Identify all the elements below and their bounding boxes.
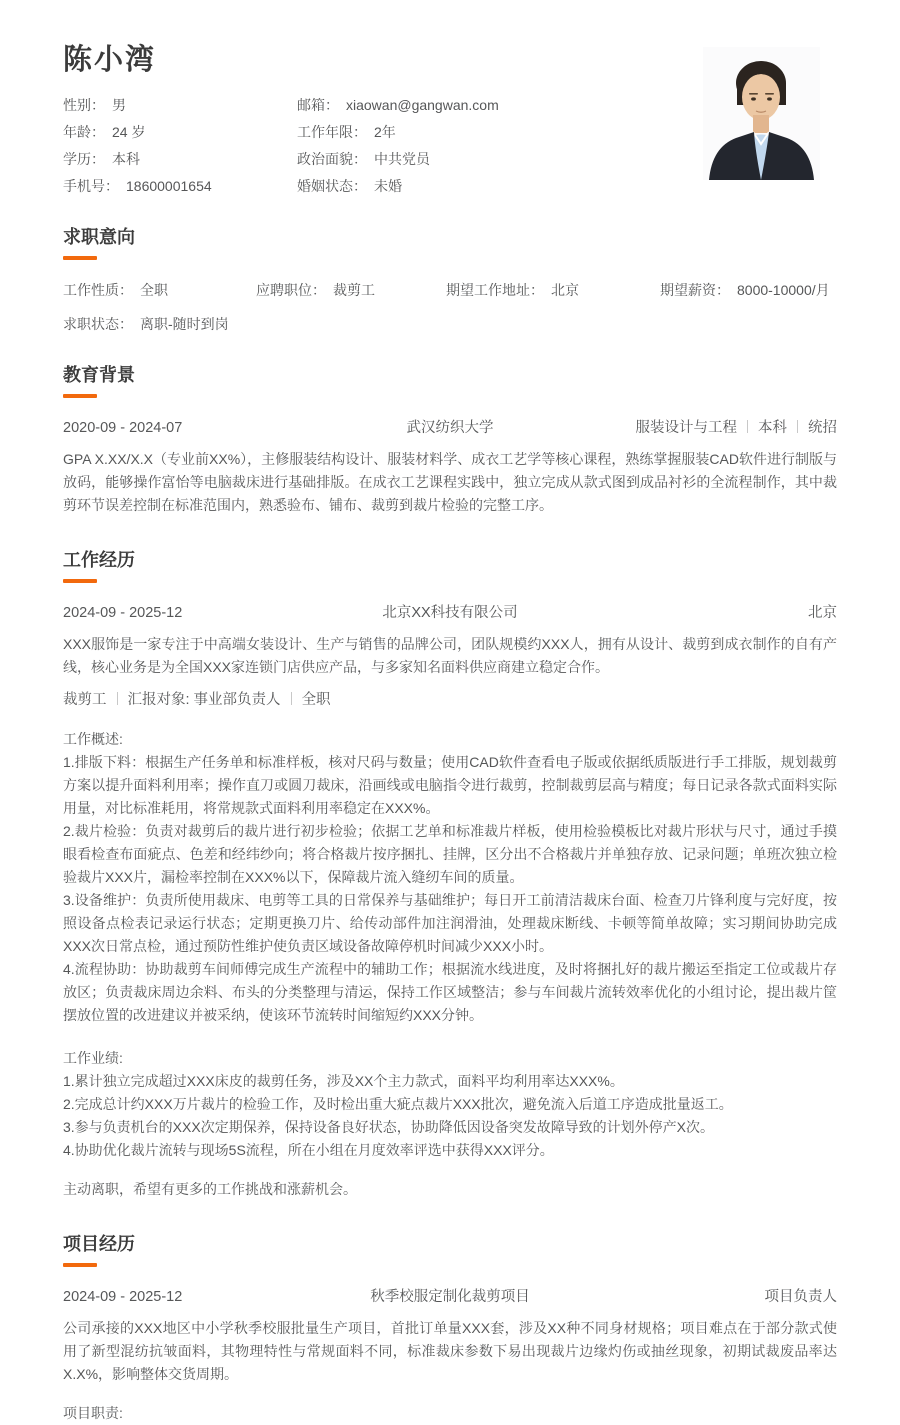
- section-education: [63, 365, 837, 517]
- work-achievement-item: 3.参与负责机台的XXX次定期保养，保持设备良好状态，协助降低因设备突发故障导致的计划外停产X次。: [63, 1119, 715, 1135]
- company-intro: XXX服饰是一家专注于中高端女装设计、生产与销售的品牌公司，团队规模约XXX人，拥有从设计、裁剪到成衣制作的自有产线，核心业务是为全国XXX家连锁门店供应产品，与多家知名面料供应商建立稳定合作。: [63, 636, 837, 675]
- field-job-status: 求职状态： 离职-随时到岗: [63, 316, 229, 332]
- work-overview-item: 1.排版下料：根据生产任务单和标准样板，核对尺码与数量；使用CAD软件查看电子版或依据纸质版进行手工排版，规划裁剪方案以提升面料利用率；操作直刀或圆刀裁床，沿画线或电脑指令进行裁剪，控制裁剪层高与精度；每日记录各款式面料实际用量，对比标准耗用，将常规款式面料利用率稳定在XXX%。: [63, 754, 837, 816]
- separator: [117, 692, 118, 705]
- project-duty-label: 项目职责:: [63, 1405, 123, 1421]
- work-role-row: [63, 692, 837, 708]
- info-marital-status: 婚姻状态： 未婚: [297, 178, 402, 194]
- education-period: 2020-09 - 2024-07: [63, 420, 183, 436]
- field-expected-salary: 期望薪资： 8000-10000/月: [660, 282, 830, 298]
- separator: [747, 420, 748, 433]
- section-accent-bar: [63, 256, 97, 260]
- section-accent-bar: [63, 1263, 97, 1267]
- info-political-status: 政治面貌： 中共党员: [297, 151, 430, 167]
- section-title: 项目经历: [63, 1234, 135, 1254]
- job-intent-row2: [63, 317, 837, 332]
- project-role: 项目负责人: [764, 1289, 837, 1305]
- field-target-location: 期望工作地址： 北京: [446, 282, 579, 298]
- info-degree: 学历： 本科: [63, 151, 140, 167]
- work-achievements-block: [63, 1047, 837, 1162]
- leave-reason: 主动离职，希望有更多的工作挑战和涨薪机会。: [63, 1181, 357, 1197]
- id-photo: [703, 47, 820, 180]
- work-report-to: 汇报对象: 事业部负责人: [127, 692, 281, 708]
- work-location: 北京: [808, 605, 837, 621]
- separator: [797, 420, 798, 433]
- work-meta-row: [63, 605, 837, 621]
- section-title: 求职意向: [63, 227, 135, 247]
- work-overview-item: 3.设备维护：负责所使用裁床、电剪等工具的日常保养与基础维护；每日开工前清洁裁床台面、检查刀片锋利度与完好度，按照设备点检表记录运行状态；定期更换刀片、给传动部件加注润滑油，处理裁床断线、卡顿等简单故障；实习期间协助完成XXX次日常点检，通过预防性维护使负责区域设备故障停机时间减少XXX小时。: [63, 892, 837, 954]
- education-description: GPA X.XX/X.X（专业前XX%），主修服装结构设计、服装材料学、成衣工艺学等核心课程，熟练掌握服装CAD软件进行制版与放码，能够操作富怡等电脑裁床进行基础排版。在成衣工艺课程实践中，独立完成从款式图到成品衬衫的全流程制作，其中裁剪环节误差控制在标准范围内，熟悉验布、铺布、裁剪到裁片检验的完整工序。: [63, 451, 837, 513]
- info-experience-years: 工作年限： 2年: [297, 124, 396, 140]
- field-target-position: 应聘职位： 裁剪工: [256, 282, 375, 298]
- work-job-type: 全职: [301, 692, 331, 708]
- work-achievement-item: 2.完成总计约XXX万片裁片的检验工作，及时检出重大疵点裁片XXX批次，避免流入后道工序造成批量返工。: [63, 1096, 733, 1112]
- work-overview-item: 2.裁片检验：负责对裁剪后的裁片进行初步检验；依据工艺单和标准裁片样板，使用检验模板比对裁片形状与尺寸，通过手摸眼看检查布面疵点、色差和经纬纱向；将合格裁片按序捆扎、挂牌，区分出不合格裁片并单独存放、记录问题；单班次独立检验裁片XXX片，漏检率控制在XXX%以下，保障裁片流入缝纫车间的质量。: [63, 823, 837, 885]
- project-intro: 公司承接的XXX地区中小学秋季校服批量生产项目，首批订单量XXX套，涉及XX种不同身材规格；项目难点在于部分款式使用了新型混纺抗皱面料，其物理特性与常规面料不同，标准裁床参数下易出现裁片边缘灼伤或抽丝现象，初期试裁废品率达X.X%，影响整体交货周期。: [63, 1320, 837, 1382]
- work-role: 裁剪工: [63, 692, 107, 708]
- section-job-intent: [63, 227, 837, 332]
- education-school: 武汉纺织大学: [406, 420, 494, 436]
- section-accent-bar: [63, 394, 97, 398]
- section-title: 教育背景: [63, 365, 135, 385]
- work-period: 2024-09 - 2025-12: [63, 605, 183, 621]
- section-accent-bar: [63, 579, 97, 583]
- education-enroll-type: 统招: [808, 420, 837, 436]
- work-overview-label: 工作概述:: [63, 731, 123, 747]
- basic-info: [63, 98, 603, 194]
- work-overview-item: 4.流程协助：协助裁剪车间师傅完成生产流程中的辅助工作；根据流水线进度，及时将捆扎好的裁片搬运至指定工位或裁片存放区；负责裁床周边余料、布头的分类整理与清运，保持工作区域整洁；参与车间裁片流转效率优化的小组讨论，提出裁片筐摆放位置的改进建议并被采纳，使该环节流转时间缩短约XXX分钟。: [63, 961, 837, 1023]
- section-work-experience: [63, 550, 837, 1201]
- work-achievement-item: 1.累计独立完成超过XXX床皮的裁剪任务，涉及XX个主力款式，面料平均利用率达XXX%。: [63, 1073, 624, 1089]
- info-gender: 性别： 男: [63, 97, 126, 113]
- separator: [291, 692, 292, 705]
- info-email: 邮箱： xiaowan@gangwan.com: [297, 97, 499, 113]
- id-photo-illustration: [703, 47, 820, 180]
- section-title: 工作经历: [63, 550, 135, 570]
- field-job-nature: 工作性质： 全职: [63, 282, 168, 298]
- work-overview-block: [63, 728, 837, 1027]
- work-achievement-item: 4.协助优化裁片流转与现场5S流程，所在小组在月度效率评选中获得XXX评分。: [63, 1142, 554, 1158]
- education-qualifications: [636, 420, 838, 436]
- info-phone: 手机号： 18600001654: [63, 178, 212, 194]
- education-degree: 本科: [758, 420, 787, 436]
- work-company: 北京XX科技有限公司: [382, 605, 518, 621]
- project-period: 2024-09 - 2025-12: [63, 1289, 183, 1305]
- info-age: 年龄： 24 岁: [63, 124, 146, 140]
- education-major: 服装设计与工程: [635, 420, 737, 436]
- project-meta-row: [63, 1289, 837, 1305]
- work-achievements-label: 工作业绩:: [63, 1050, 123, 1066]
- project-name: 秋季校服定制化裁剪项目: [370, 1289, 530, 1305]
- candidate-name: 陈小湾: [63, 44, 157, 76]
- education-meta-row: [63, 420, 837, 436]
- section-project-experience: [63, 1234, 837, 1425]
- job-intent-row: [63, 283, 837, 298]
